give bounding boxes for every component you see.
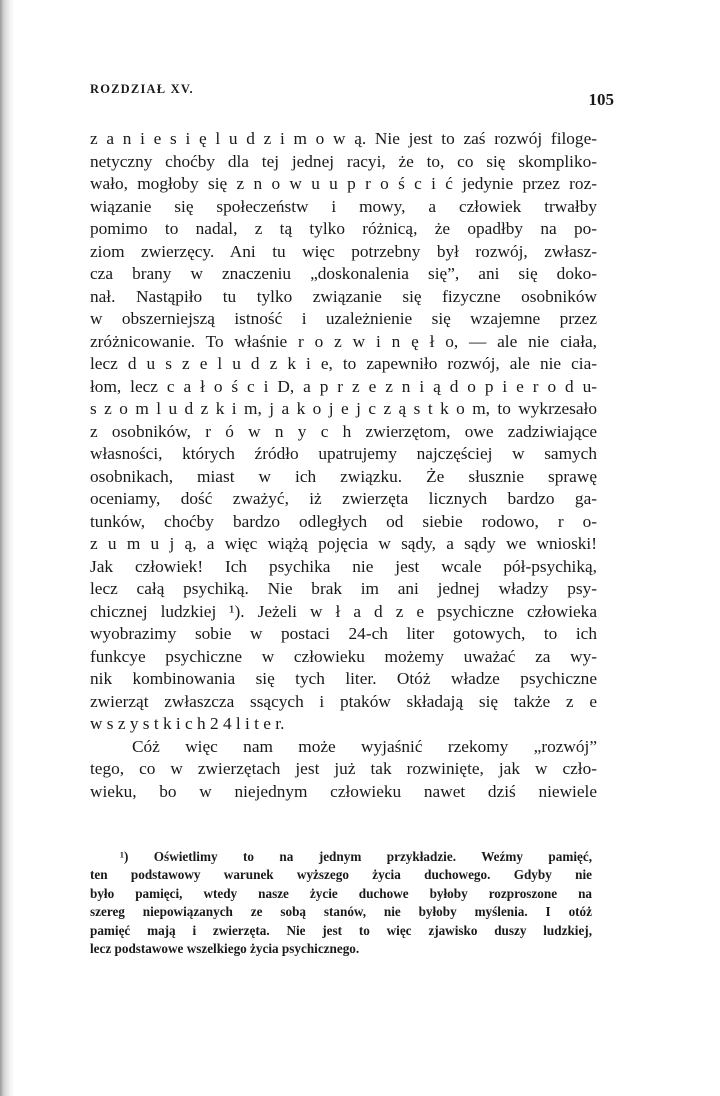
text-line: ziom zwierzęcy. Ani tu więc potrzebny był rozwój, zwłasz- bbox=[90, 241, 597, 261]
text-line: chicznej ludzkiej ¹). Jeżeli w ł a d z e psychiczne człowieka bbox=[90, 601, 597, 621]
text-line: funkcye psychiczne w człowieku możemy uważać za wy- bbox=[90, 646, 597, 666]
text-line: oceniamy, dość zważyć, iż zwierzęta licznych bardzo ga- bbox=[90, 489, 597, 508]
text-line: z u m u j ą, a więc wiążą pojęcia w sądy, a sądy we wnioski! bbox=[90, 534, 597, 553]
text-line: s z o m l u d z k i m, j a k o j e j c z ą s t k o m, to wykrzesało bbox=[90, 399, 597, 418]
text-line: własności, których źródło upatrujemy najczęściej w samych bbox=[90, 444, 597, 463]
footnote-line: lecz podstawowe wszelkiego życia psychicznego. bbox=[90, 940, 360, 956]
footnote-line: ten podstawowy warunek wyższego życia duchowego. Gdyby nie bbox=[90, 867, 592, 883]
text-line: wiązanie się społeczeństw i mowy, a człowiek trwałby bbox=[90, 196, 597, 216]
text-line: pomimo to nadal, z tą tylko różnicą, że opadłby na po- bbox=[90, 219, 597, 238]
text-line: Cóż więc nam może wyjaśnić rzekomy „rozwój” bbox=[132, 736, 597, 756]
page-number: 105 bbox=[588, 90, 614, 109]
text-line: osobnikach, miast w ich związku. Że słusznie sprawę bbox=[90, 466, 597, 486]
text-line: zwierząt zwłaszcza ssących i ptaków składają się także z e bbox=[90, 691, 597, 711]
text-line: tunków, choćby bardzo odległych od siebie rodowo, r o- bbox=[90, 511, 597, 531]
text-line: lecz d u s z e l u d z k i e, to zapewniło rozwój, ale nie cia- bbox=[90, 354, 597, 373]
footnotes bbox=[90, 848, 592, 958]
text-line: w obszerniejszą istność i uzależnienie się wzajemne przez bbox=[90, 309, 597, 328]
text-line: wieku, bo w niejednym człowieku nawet dziś niewiele bbox=[90, 781, 597, 801]
text-line: lecz całą psychiką. Nie brak im ani jednej władzy psy- bbox=[90, 579, 597, 598]
text-line: Jak człowiek! Ich psychika nie jest wcale pół-psychiką, bbox=[90, 556, 597, 576]
footnote-line: pamięć mają i zwierzęta. Nie jest to więc zjawisko duszy ludzkiej, bbox=[90, 922, 592, 938]
body-text bbox=[90, 128, 597, 803]
text-line: wyobrazimy sobie w postaci 24-ch liter gotowych, to ich bbox=[90, 624, 597, 643]
text-line: w s z y s t k i c h 2 4 l i t e r. bbox=[90, 714, 285, 733]
text-line: cza brany w znaczeniu „doskonalenia się”, ani się doko- bbox=[90, 264, 597, 283]
text-line: netyczny choćby dla tej jednej racyi, że to, co się skompliko- bbox=[90, 151, 597, 171]
running-head: ROZDZIAŁ XV. bbox=[90, 82, 194, 96]
page-binding-shadow bbox=[0, 0, 14, 1096]
text-line: z osobników, r ó w n y c h zwierzętom, owe zadziwiające bbox=[90, 421, 597, 441]
text-line: z a n i e s i ę l u d z i m o w ą. Nie jest to zaś rozwój filoge- bbox=[90, 129, 597, 148]
text-line: zróżnicowanie. To właśnie r o z w i n ę ł o, — ale nie ciała, bbox=[90, 331, 597, 351]
text-line: nał. Nastąpiło tu tylko związanie się fizyczne osobników bbox=[90, 286, 597, 306]
text-line: tego, co w zwierzętach jest już tak rozwinięte, jak w czło- bbox=[90, 759, 597, 778]
text-line: łom, lecz c a ł o ś c i D, a p r z e z n i ą d o p i e r o d u- bbox=[90, 376, 597, 396]
footnote-line: szereg niepowiązanych ze sobą stanów, nie byłoby myślenia. I otóż bbox=[90, 904, 592, 920]
footnote-line: było pamięci, wtedy nasze życie duchowe byłoby rozproszone na bbox=[90, 885, 592, 901]
text-line: wało, mogłoby się z n o w u u p r o ś c i ć jedynie przez roz- bbox=[90, 174, 597, 193]
text-line: nik kombinowania się tych liter. Otóż władze psychiczne bbox=[90, 669, 597, 688]
footnote-line: ¹) Oświetlimy to na jednym przykładzie. Weźmy pamięć, bbox=[120, 849, 592, 864]
